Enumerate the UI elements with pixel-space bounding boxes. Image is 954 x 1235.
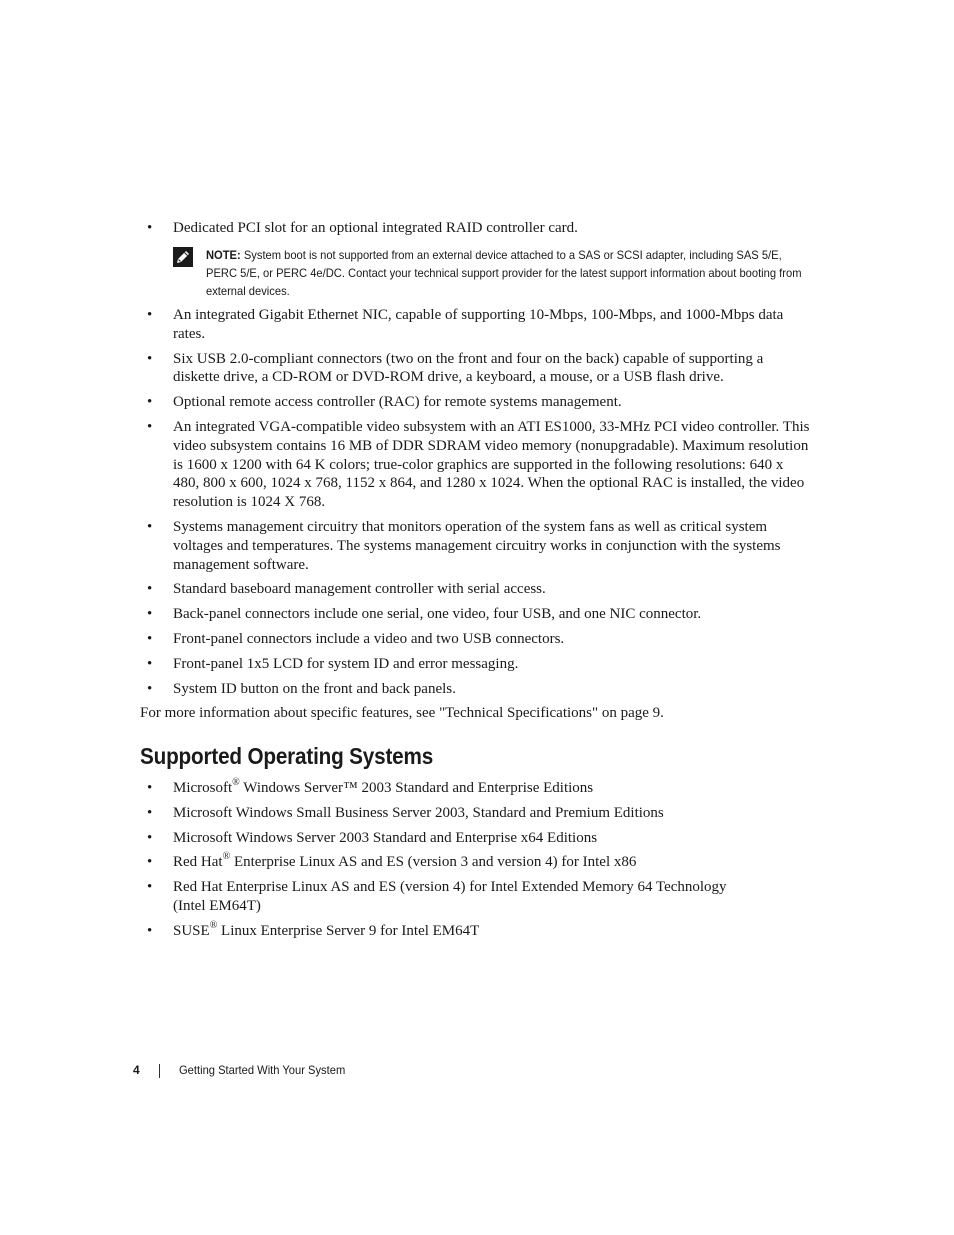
- registered-mark: ®: [209, 919, 218, 931]
- os-description: Linux Enterprise Server 9 for Intel EM64T: [217, 922, 480, 939]
- list-item-text: Front-panel connectors include a video and two USB connectors.: [173, 630, 565, 647]
- list-item: • SUSE® Linux Enterprise Server 9 for Intel EM64T: [147, 919, 480, 939]
- list-item-text: Optional remote access controller (RAC) for remote systems management.: [173, 394, 622, 411]
- list-item: • Standard baseboard management controller with serial access.: [147, 581, 546, 598]
- note-body: System boot is not supported from an external device attached to a SAS or SCSI adapter, including SAS 5/E, PERC 5/E, or PERC 4e/DC. Contact your technical support provider for the latest support information about booting from external devices.: [206, 248, 802, 298]
- feature-list-top: [140, 219, 812, 238]
- os-list: [140, 779, 812, 941]
- page-number: 4: [133, 1063, 140, 1077]
- list-item: • Dedicated PCI slot for an optional integrated RAID controller card.: [147, 220, 578, 236]
- list-item: • Front-panel 1x5 LCD for system ID and error messaging.: [147, 655, 519, 672]
- list-item: • An integrated VGA-compatible video subsystem with an ATI ES1000, 33-MHz PCI video controller. This video subsystem contains 16 MB of DDR SDRAM video memory (nonupgradable). Maximum resolution is 1600 x 1200 with 64 K colors; true-color graphics are supported in the following resolutions: 640 x 480, 800 x 600, 1024 x 768, 1152 x 864, and 1280 x 1024. When the optional RAC is installed, the video resolution is 1024 X 768.: [147, 418, 810, 511]
- list-item-text: Red Hat Enterprise Linux AS and ES (version 4) for Intel Extended Memory 64 Technology (Intel EM64T): [173, 879, 727, 914]
- os-description: Windows Server™ 2003 Standard and Enterprise Editions: [239, 780, 594, 796]
- note-box: [173, 246, 813, 300]
- list-item-text: Dedicated PCI slot for an optional integrated RAID controller card.: [173, 220, 578, 236]
- os-name: SUSE: [173, 922, 210, 939]
- list-item: • Microsoft Windows Small Business Server 2003, Standard and Premium Editions: [147, 804, 664, 821]
- list-item-text: Back-panel connectors include one serial, one video, four USB, and one NIC connector.: [173, 606, 702, 623]
- list-item-text: Standard baseboard management controller with serial access.: [173, 581, 546, 598]
- list-item: • Six USB 2.0-compliant connectors (two on the front and four on the back) capable of supporting a diskette drive, a CD-ROM or DVD-ROM drive, a keyboard, a mouse, or a USB flash drive.: [147, 350, 764, 386]
- list-item: • Front-panel connectors include a video and two USB connectors.: [147, 630, 565, 647]
- registered-mark: ®: [222, 851, 231, 863]
- list-item: • Microsoft® Windows Server™ 2003 Standard and Enterprise Editions: [147, 777, 594, 796]
- list-item-text: System ID button on the front and back panels.: [173, 680, 456, 697]
- list-item: • Red Hat Enterprise Linux AS and ES (version 4) for Intel Extended Memory 64 Technology (Intel EM64T): [147, 879, 727, 914]
- list-item: • Optional remote access controller (RAC) for remote systems management.: [147, 394, 622, 411]
- list-item-text: Front-panel 1x5 LCD for system ID and error messaging.: [173, 655, 519, 672]
- registered-mark: ®: [232, 777, 240, 788]
- note-text: [206, 246, 813, 300]
- footer-divider: [159, 1064, 160, 1078]
- note-pencil-icon: [173, 247, 193, 267]
- list-item-text: Microsoft Windows Small Business Server 2003, Standard and Premium Editions: [173, 804, 664, 821]
- os-description: Enterprise Linux AS and ES (version 3 and version 4) for Intel x86: [230, 854, 637, 871]
- list-item: • Microsoft Windows Server 2003 Standard and Enterprise x64 Editions: [147, 829, 598, 846]
- list-item-text: Systems management circuitry that monitors operation of the system fans as well as critical system voltages and temperatures. The systems management circuitry works in conjunction with the systems management software.: [173, 518, 781, 573]
- os-name: Microsoft: [173, 780, 233, 796]
- note-label: NOTE:: [206, 248, 241, 262]
- list-item-text: Microsoft Windows Server 2003 Standard and Enterprise x64 Editions: [173, 829, 598, 846]
- list-item: • Red Hat® Enterprise Linux AS and ES (version 3 and version 4) for Intel x86: [147, 851, 637, 871]
- list-item: • An integrated Gigabit Ethernet NIC, capable of supporting 10-Mbps, 100-Mbps, and 1000-Mbps data rates.: [147, 307, 784, 342]
- list-item-text: An integrated Gigabit Ethernet NIC, capable of supporting 10-Mbps, 100-Mbps, and 1000-Mbps data rates.: [173, 307, 784, 342]
- os-name: Red Hat: [173, 854, 223, 871]
- feature-list: [140, 306, 812, 698]
- more-info-paragraph: For more information about specific features, see "Technical Specifications" on page 9.: [140, 705, 664, 721]
- list-item-text: An integrated VGA-compatible video subsystem with an ATI ES1000, 33-MHz PCI video controller. This video subsystem contains 16 MB of DDR SDRAM video memory (nonupgradable). Maximum resolution is 1600 x 1200 with 64 K colors; true-color graphics are supported in the following resolutions: 640 x 480, 800 x 600, 1024 x 768, 1152 x 864, and 1280 x 1024. When the optional RAC is installed, the video resolution is 1024 X 768.: [173, 418, 810, 511]
- list-item: • Back-panel connectors include one serial, one video, four USB, and one NIC connector.: [147, 606, 702, 623]
- list-item: • System ID button on the front and back panels.: [147, 680, 456, 697]
- list-item: • Systems management circuitry that monitors operation of the system fans as well as critical system voltages and temperatures. The systems management circuitry works in conjunction with the systems management software.: [147, 518, 781, 573]
- footer-title: Getting Started With Your System: [179, 1063, 346, 1077]
- list-item-text: Six USB 2.0-compliant connectors (two on the front and four on the back) capable of supporting a diskette drive, a CD-ROM or DVD-ROM drive, a keyboard, a mouse, or a USB flash drive.: [173, 350, 764, 386]
- section-heading: Supported Operating Systems: [140, 743, 434, 769]
